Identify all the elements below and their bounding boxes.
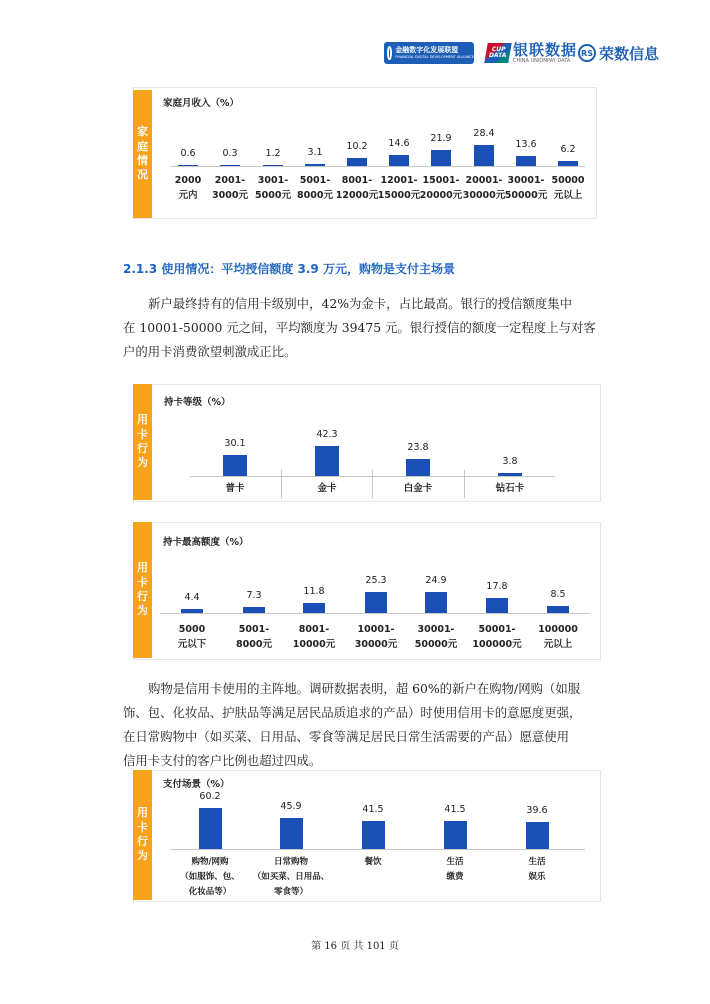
side-char: 庭 [137, 139, 148, 153]
unionpay-data-en: CHINA UNIONPAY DATA [513, 57, 571, 64]
side-char: 行 [137, 835, 148, 848]
chart-category-label-line: 100000 [538, 624, 578, 635]
paragraph-line: 购物是信用卡使用的主阵地。调研数据表明，超 60%的新户在购物/网购（如服 [148, 681, 581, 696]
chart-category-label-line: 5000元 [255, 189, 291, 201]
chart-data-label: 8.5 [550, 589, 566, 600]
income-side-tab [133, 90, 152, 218]
chart-data-label: 6.2 [560, 144, 576, 155]
side-char: 为 [137, 604, 148, 618]
credit-limit-side-tab [133, 522, 152, 658]
chart-data-label: 23.8 [407, 442, 429, 453]
chart-data-label: 45.9 [280, 801, 302, 812]
chart-title: 持卡等级（%） [164, 397, 231, 408]
chart-category-label-line: 购物/网购 [191, 857, 229, 867]
side-char: 用 [137, 561, 148, 575]
chart-data-label: 42.3 [316, 429, 338, 440]
page-footer: 第 16 页 共 101 页 [311, 941, 399, 952]
chart-data-label: 14.6 [388, 138, 410, 149]
chart-category-label-line: 30001- [417, 624, 455, 635]
chart-category-label-line: 20000元 [419, 189, 463, 201]
side-char: 为 [137, 849, 148, 863]
chart-category-label-line: 15001- [422, 175, 460, 186]
chart-data-label: 24.9 [425, 575, 447, 586]
chart-category-label-line: 5001- [299, 175, 331, 186]
chart-category-label-line: 8001- [298, 624, 330, 635]
chart-data-label: 28.4 [473, 128, 495, 139]
paragraph-line: 新户最终持有的信用卡级别中，42%为金卡，占比最高。银行的授信额度集中 [148, 296, 573, 311]
rongshu-icon: RS [578, 44, 596, 62]
chart-title: 家庭月收入（%） [163, 98, 240, 109]
paragraph-1 [123, 292, 601, 364]
paragraph-line: 饰、包、化妆品、护肤品等满足居民品质追求的产品）时使用信用卡的意愿度更强， [123, 705, 582, 720]
alliance-logo-name: 金融数字化发展联盟 [395, 45, 459, 54]
chart-data-label: 60.2 [199, 791, 221, 802]
side-char: 用 [137, 806, 148, 820]
chart-category-label-line: 20001- [465, 175, 503, 186]
chart-category-label-line: 生活 [446, 857, 464, 867]
chart-category-label-line: （如买菜、日用品、 [252, 871, 330, 882]
chart-category-label-line: 50000 [551, 175, 585, 186]
chart-category-label-line: 8000元 [297, 189, 333, 201]
side-char: 行 [137, 442, 148, 455]
chart-category-label-line: 元内 [178, 189, 198, 201]
alliance-logo [384, 42, 474, 64]
chart-category-label-line: （如服饰、包、 [180, 871, 240, 882]
chart-category-label-line: 金卡 [317, 483, 337, 494]
chart-data-label: 13.6 [515, 139, 537, 150]
chart-category-label-line: 3001- [257, 175, 289, 186]
side-char: 况 [137, 168, 148, 182]
unionpay-data-name: 银联数据 [513, 40, 578, 59]
rongshu-name: 荣数信息 [599, 44, 660, 63]
cup-data-icon: CUP DATA [484, 43, 512, 63]
chart-data-label: 21.9 [430, 133, 452, 144]
side-char: 卡 [137, 575, 148, 589]
chart-category-label-line: 5001- [238, 624, 270, 635]
unionpay-data-logo [486, 41, 577, 65]
chart-category-label-line: 元以上 [543, 638, 573, 650]
alliance-logo-icon [387, 46, 392, 60]
chart-category-label-line: 30000元 [354, 638, 398, 650]
chart-data-label: 0.6 [180, 148, 196, 159]
chart-category-label-line: 12000元 [335, 189, 379, 201]
chart-category-label-line: 15000元 [377, 189, 421, 201]
side-char: 行 [137, 590, 148, 603]
chart-category-label-line: 100000元 [472, 638, 522, 650]
chart-data-label: 1.2 [265, 148, 281, 159]
chart-category-label-line: 元以下 [177, 638, 207, 650]
chart-data-label: 25.3 [365, 575, 387, 586]
chart-category-label-line: 娱乐 [528, 871, 546, 882]
paragraph-line: 信用卡支付的客户比例也超过四成。 [123, 753, 322, 768]
chart-category-label-line: 30000元 [462, 189, 506, 201]
chart-category-label-line: 3000元 [212, 189, 248, 201]
card-level-side-tab [133, 384, 152, 500]
chart-category-label-line: 8001- [341, 175, 373, 186]
chart-data-label: 4.4 [184, 592, 200, 603]
chart-category-label-line: 10000元 [292, 638, 336, 650]
side-char: 卡 [137, 427, 148, 441]
chart-title: 支付场景（%） [163, 779, 230, 790]
chart-category-label-line: 生活 [528, 857, 546, 867]
side-char: 为 [137, 456, 148, 470]
chart-data-label: 39.6 [526, 805, 548, 816]
chart-category-label-line: 30001- [507, 175, 545, 186]
chart-data-label: 41.5 [362, 804, 384, 815]
paragraph-line: 在 10001-50000 元之间，平均额度为 39475 元。银行授信的额度一定程度上与对客 [123, 320, 596, 335]
chart-category-label-line: 普卡 [225, 483, 245, 494]
rongshu-logo [578, 41, 659, 65]
chart-category-label-line: 日常购物 [273, 857, 308, 867]
chart-category-label-line: 5000 [178, 624, 206, 635]
chart-data-label: 41.5 [444, 804, 466, 815]
chart-data-label: 11.8 [303, 586, 325, 597]
chart-category-label-line: 50000元 [414, 638, 458, 650]
paragraph-2 [123, 677, 601, 773]
chart-category-label-line: 10001- [357, 624, 395, 635]
chart-data-label: 30.1 [224, 438, 246, 449]
chart-category-label-line: 50000元 [504, 189, 548, 201]
chart-title: 持卡最高额度（%） [163, 537, 249, 548]
section-heading: 2.1.3 使用情况：平均授信额度 3.9 万元，购物是支付主场景 [123, 262, 455, 276]
chart-category-label-line: 元以上 [553, 189, 583, 201]
chart-category-label-line: 2001- [214, 175, 246, 186]
chart-category-label-line: 8000元 [236, 638, 272, 650]
chart-category-label-line: 化妆品等） [188, 886, 232, 897]
chart-data-label: 17.8 [486, 581, 508, 592]
paragraph-line: 在日常购物中（如买菜、日用品、零食等满足居民日常生活需要的产品）愿意使用 [123, 729, 570, 744]
alliance-logo-en: FINANCIAL DIGITAL DEVELOPMENT ALLIANCE [395, 54, 474, 59]
chart-category-label-line: 白金卡 [403, 483, 433, 494]
side-char: 用 [137, 413, 148, 427]
chart-category-label-line: 2000 [174, 175, 202, 186]
side-char: 情 [137, 154, 148, 167]
paragraph-line: 户的用卡消费欲望刺激成正比。 [123, 344, 297, 359]
chart-data-label: 0.3 [222, 148, 238, 159]
chart-category-label-line: 零食等） [273, 886, 308, 897]
chart-data-label: 3.1 [307, 147, 323, 158]
chart-category-label-line: 12001- [380, 175, 418, 186]
chart-category-label-line: 50001- [478, 624, 516, 635]
chart-data-label: 10.2 [346, 141, 368, 152]
chart-category-label-line: 餐饮 [364, 857, 382, 867]
side-char: 家 [137, 125, 148, 139]
chart-data-label: 7.3 [246, 590, 262, 601]
chart-category-label-line: 钻石卡 [495, 483, 525, 494]
chart-data-label: 3.8 [502, 456, 518, 467]
chart-category-label-line: 缴费 [446, 871, 464, 882]
payment-scene-side-tab [133, 770, 152, 900]
side-char: 卡 [137, 820, 148, 834]
